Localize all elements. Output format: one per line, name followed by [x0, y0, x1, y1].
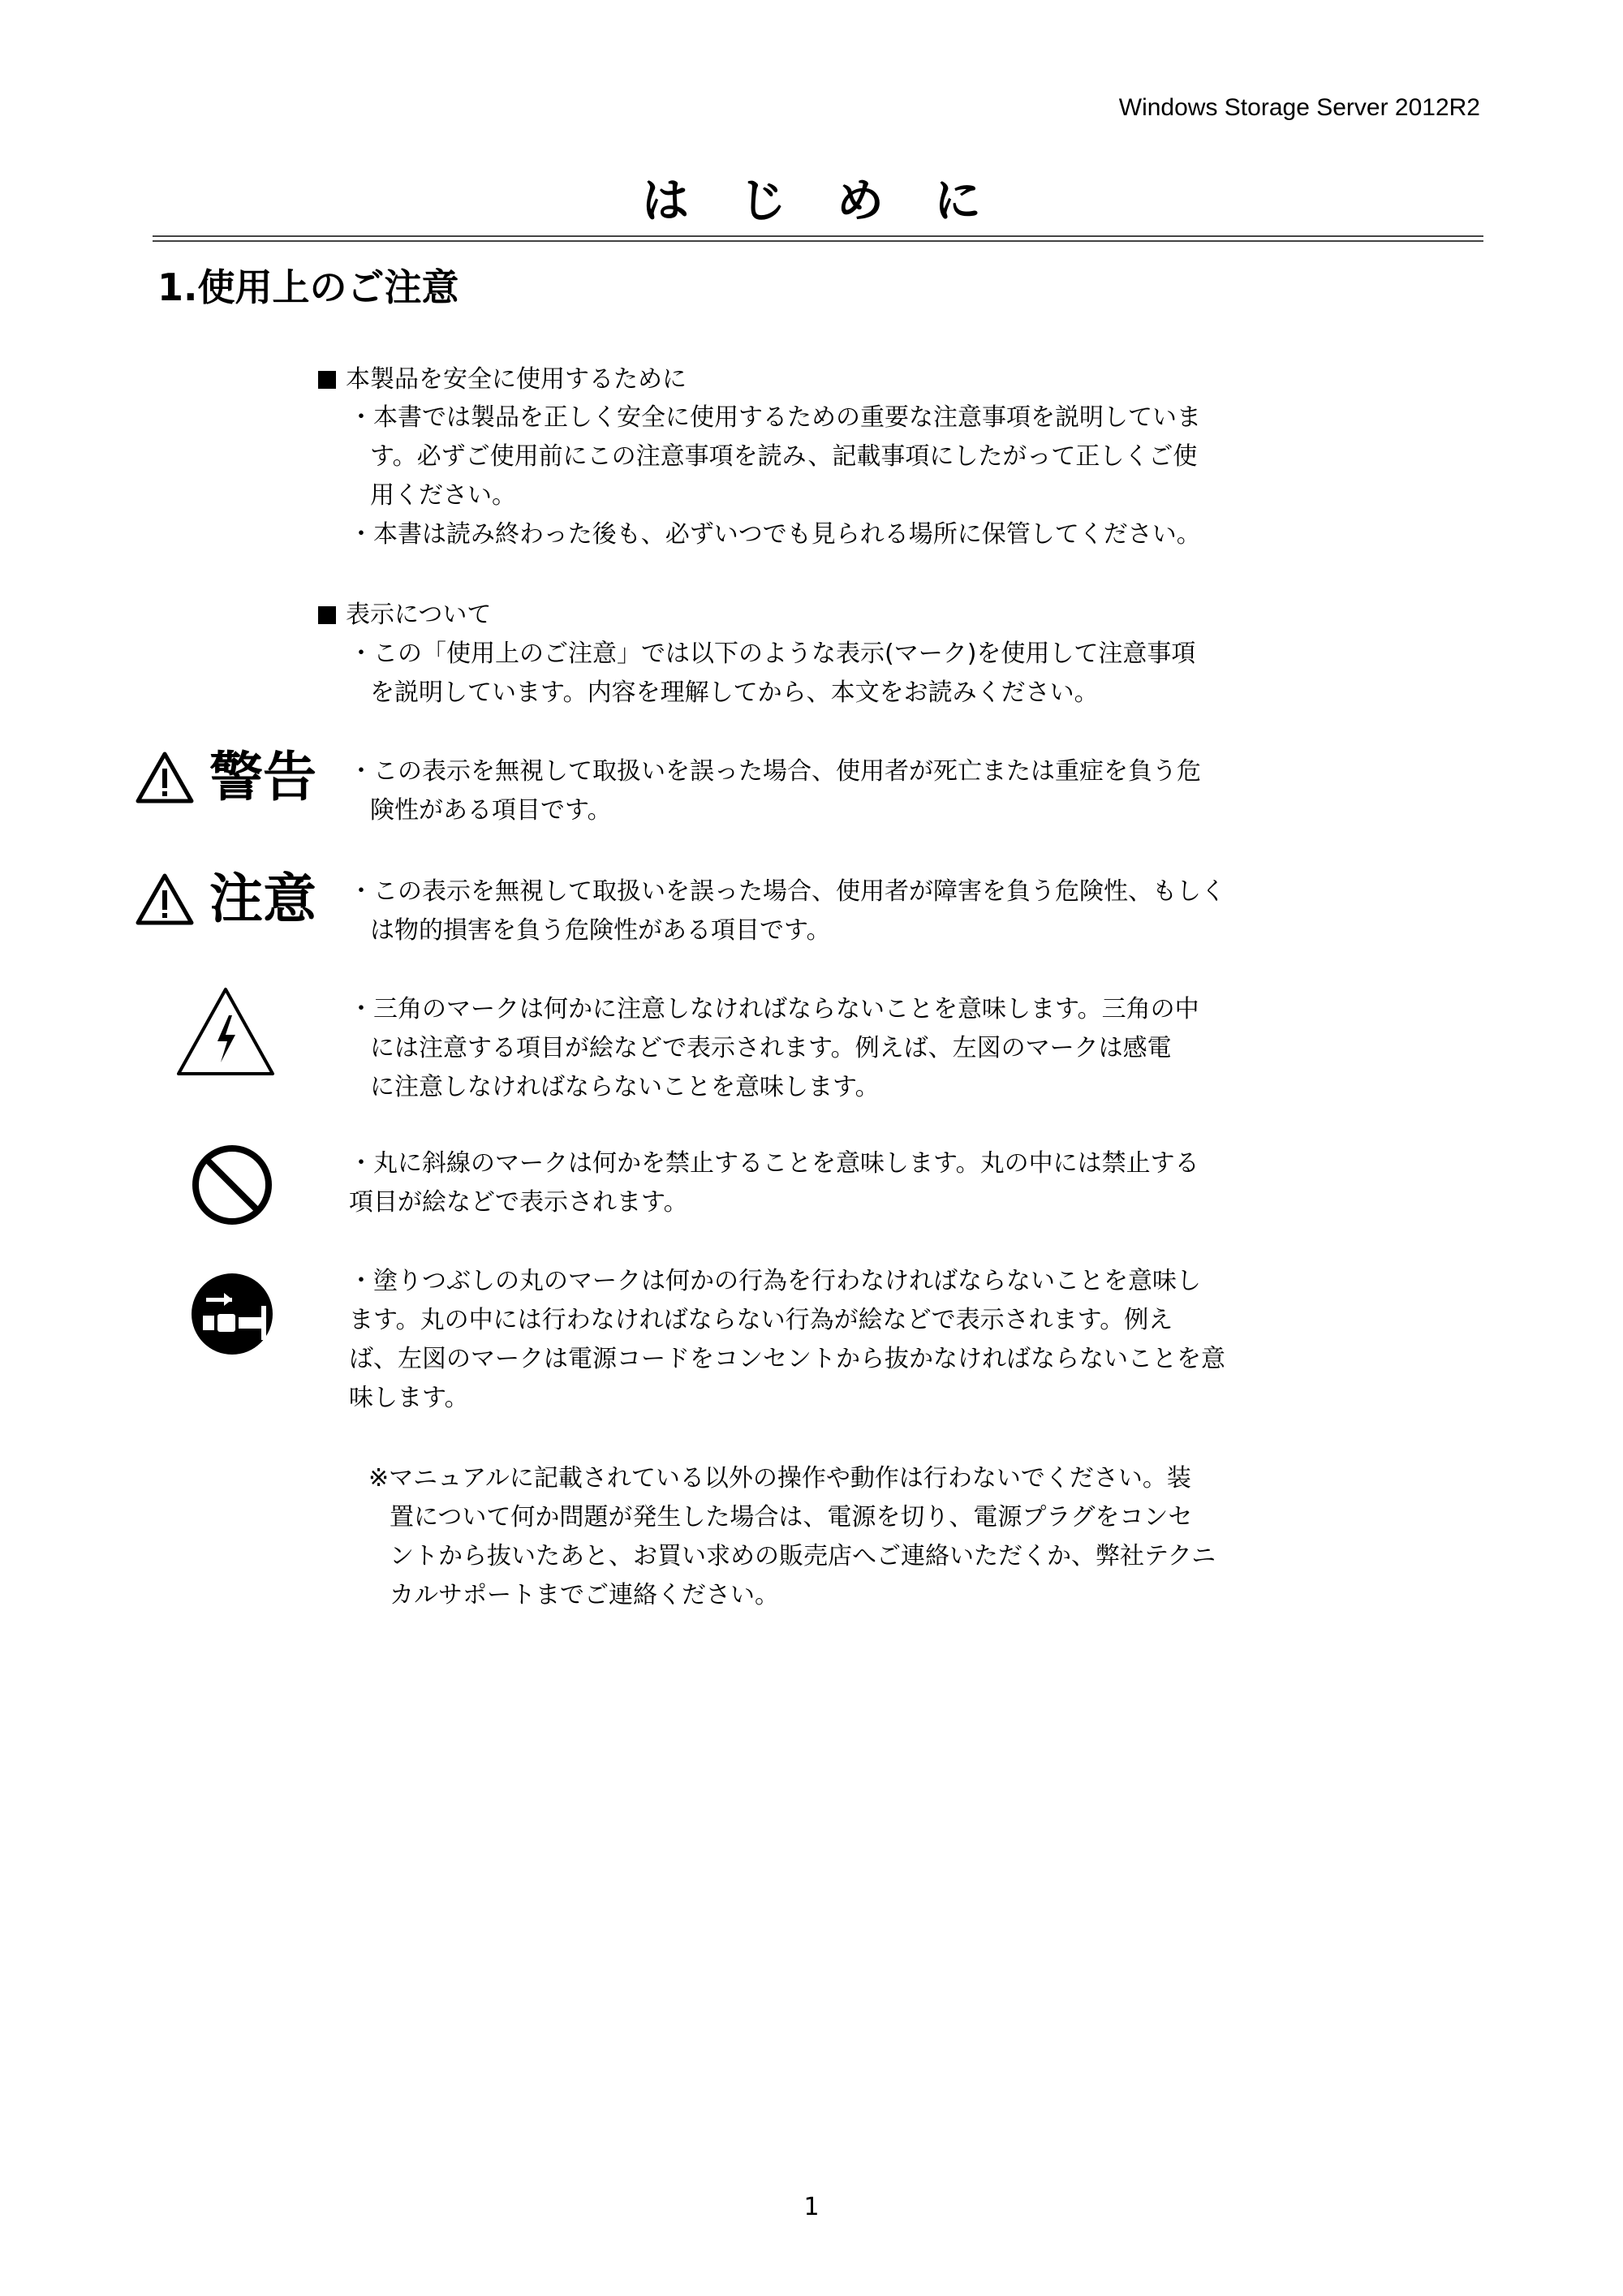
mandatory-line-4: 味します。	[349, 1384, 469, 1412]
triangle-line-2: には注意する項目が絵などで表示されます。例えば、左図のマークは感電	[370, 1034, 1172, 1062]
display-block	[318, 596, 491, 635]
display-line-2: を説明しています。内容を理解してから、本文をお読みください。	[370, 678, 1099, 707]
mandatory-line-1: ・塗りつぶしの丸のマークは何かの行為を行わなければならないことを意味し	[349, 1267, 1201, 1295]
square-bullet-icon	[318, 606, 336, 624]
triangle-line-1: ・三角のマークは何かに注意しなければならないことを意味します。三角の中	[349, 995, 1199, 1023]
section-title: 1.使用上のご注意	[157, 265, 459, 309]
display-heading: 表示について	[318, 596, 491, 635]
warning-label: 警告	[135, 751, 316, 804]
note-line-4: カルサポートまでご連絡ください。	[390, 1581, 779, 1609]
mandatory-paragraph	[349, 1262, 1225, 1418]
page-title: はじめに	[641, 173, 1031, 228]
page-number: 1	[803, 2193, 820, 2221]
safety-line-1: ・本書では製品を正しく安全に使用するための重要な注意事項を説明していま	[349, 403, 1201, 432]
warning-triangle-icon	[135, 751, 195, 804]
display-line-1: ・この「使用上のご注意」では以下のような表示(マーク)を使用して注意事項	[349, 640, 1196, 668]
caution-line-2: は物的損害を負う危険性がある項目です。	[370, 916, 831, 945]
note-line-1: ※マニュアルに記載されている以外の操作や動作は行わないでください。装	[368, 1464, 1191, 1493]
mandatory-line-3: ば、左図のマークは電源コードをコンセントから抜かなければならないことを意	[349, 1345, 1225, 1373]
prohibit-line-2: 項目が絵などで表示されます。	[349, 1188, 688, 1217]
caution-triangle-icon	[135, 872, 195, 926]
note-line-2: 置について何か問題が発生した場合は、電源を切り、電源プラグをコンセ	[390, 1503, 1193, 1531]
note-line-3: ントから抜いたあと、お買い求めの販売店へご連絡いただくか、弊社テクニ	[390, 1542, 1216, 1570]
note-paragraph	[368, 1459, 1216, 1615]
triangle-line-3: に注意しなければならないことを意味します。	[370, 1073, 880, 1101]
safety-block	[318, 360, 687, 399]
caution-line-1: ・この表示を無視して取扱いを誤った場合、使用者が障害を負う危険性、もしく	[349, 877, 1225, 906]
warning-line-1: ・この表示を無視して取扱いを誤った場合、使用者が死亡または重症を負う危	[349, 757, 1201, 786]
prohibition-circle-icon	[190, 1143, 274, 1227]
title-rule-bottom	[153, 240, 1483, 242]
prohibit-paragraph	[349, 1144, 1199, 1222]
square-bullet-icon	[318, 371, 336, 389]
safety-line-3: 用ください。	[370, 481, 516, 510]
safety-paragraph	[349, 398, 1201, 554]
unplug-power-icon	[192, 1270, 284, 1358]
warning-line-2: 険性がある項目です。	[370, 796, 612, 825]
document-header: Windows Storage Server 2012R2	[1118, 94, 1480, 121]
safety-line-4: ・本書は読み終わった後も、必ずいつでも見られる場所に保管してください。	[349, 520, 1201, 549]
prohibit-line-1: ・丸に斜線のマークは何かを禁止することを意味します。丸の中には禁止する	[349, 1149, 1199, 1178]
safety-line-2: す。必ずご使用前にこの注意事項を読み、記載事項にしたがって正しくご使	[370, 442, 1198, 471]
triangle-paragraph	[349, 990, 1199, 1107]
safety-heading: 本製品を安全に使用するために	[318, 360, 687, 399]
caution-label: 注意	[135, 872, 316, 926]
caution-paragraph	[349, 872, 1225, 950]
electric-shock-triangle-icon	[175, 986, 276, 1077]
display-paragraph	[349, 635, 1195, 713]
warning-paragraph	[349, 752, 1201, 830]
mandatory-line-2: ます。丸の中には行わなければならない行為が絵などで表示されます。例え	[349, 1306, 1173, 1334]
title-rule-top	[153, 235, 1483, 237]
